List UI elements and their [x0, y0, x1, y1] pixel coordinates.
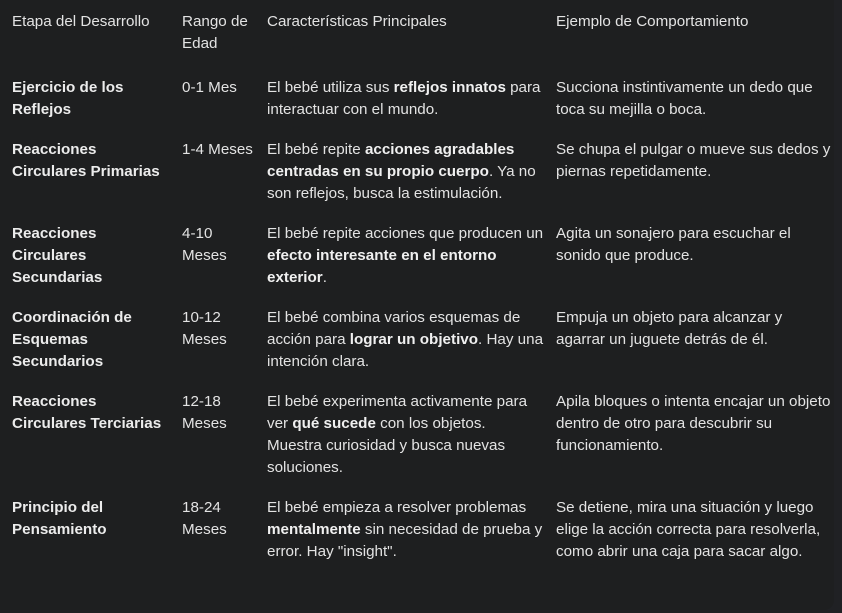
header-features: Características Principales [267, 13, 447, 30]
header-age: Rango de Edad [182, 13, 248, 52]
example-cell: Apila bloques o intenta encajar un objeto dentro de otro para descubrir su funcionamiento. [556, 393, 831, 454]
feature-text: con los objetos. Muestra curiosidad y busca nuevas soluciones. [267, 415, 506, 476]
age-cell: 1-4 Meses [182, 141, 253, 158]
example-cell: Agita un sonajero para escuchar el sonido que produce. [556, 225, 791, 264]
example-cell: Succiona instintivamente un dedo que toca su mejilla o boca. [556, 79, 813, 118]
highlighted-text: efecto interesante en el entorno exterior [267, 247, 497, 286]
highlighted-text: reflejos innatos [393, 79, 506, 96]
table-row [0, 391, 834, 497]
feature-text: El bebé repite acciones que producen un [267, 225, 544, 242]
table-header-row [0, 0, 834, 73]
feature-text: sin necesidad de prueba y error. Hay "insight". [267, 521, 543, 560]
feature-text: para interactuar con el mundo. [267, 79, 541, 118]
highlighted-text: mentalmente [267, 521, 361, 538]
feature-text: El bebé combina varios esquemas de acción para [267, 309, 521, 348]
feature-text: . [322, 269, 327, 286]
table-row [0, 307, 834, 391]
stage-cell: Principio del Pensamiento [12, 499, 107, 538]
table-row [0, 497, 834, 581]
feature-text: El bebé utiliza sus [267, 79, 394, 96]
features-cell [255, 139, 544, 223]
feature-text: El bebé experimenta activamente para ver [267, 393, 528, 432]
example-cell: Se chupa el pulgar o mueve sus dedos y piernas repetidamente. [556, 141, 831, 180]
table-row [0, 73, 834, 139]
features-cell [255, 307, 544, 391]
age-cell: 4-10 Meses [182, 225, 227, 264]
feature-text: El bebé empieza a resolver problemas [267, 499, 527, 516]
example-cell: Se detiene, mira una situación y luego elige la acción correcta para resolverla, como abrir una caja para sacar algo. [556, 499, 821, 560]
stage-cell: Reacciones Circulares Secundarias [12, 225, 103, 286]
age-cell: 18-24 Meses [182, 499, 227, 538]
features-cell [255, 497, 544, 581]
highlighted-text: acciones agradables centradas en su propio cuerpo [267, 141, 515, 180]
age-cell: 12-18 Meses [182, 393, 227, 432]
feature-text: . Ya no son reflejos, busca la estimulación. [267, 163, 536, 202]
highlighted-text: lograr un objetivo [349, 331, 479, 348]
stage-cell: Reacciones Circulares Terciarias [12, 393, 162, 432]
feature-text: El bebé repite [267, 141, 365, 158]
table-row [0, 139, 834, 223]
header-stage: Etapa del Desarrollo [12, 13, 150, 30]
features-cell [255, 391, 544, 497]
table-row [0, 223, 834, 307]
example-cell: Empuja un objeto para alcanzar y agarrar un juguete detrás de él. [556, 309, 783, 348]
age-cell: 0-1 Mes [182, 79, 237, 96]
highlighted-text: qué sucede [292, 415, 376, 432]
stage-cell: Ejercicio de los Reflejos [12, 79, 124, 118]
features-cell [255, 223, 544, 307]
header-example: Ejemplo de Comportamiento [556, 13, 749, 30]
stage-cell: Reacciones Circulares Primarias [12, 141, 160, 180]
features-cell [255, 73, 544, 139]
stage-cell: Coordinación de Esquemas Secundarios [12, 309, 132, 370]
age-cell: 10-12 Meses [182, 309, 227, 348]
feature-text: . Hay una intención clara. [267, 331, 544, 370]
